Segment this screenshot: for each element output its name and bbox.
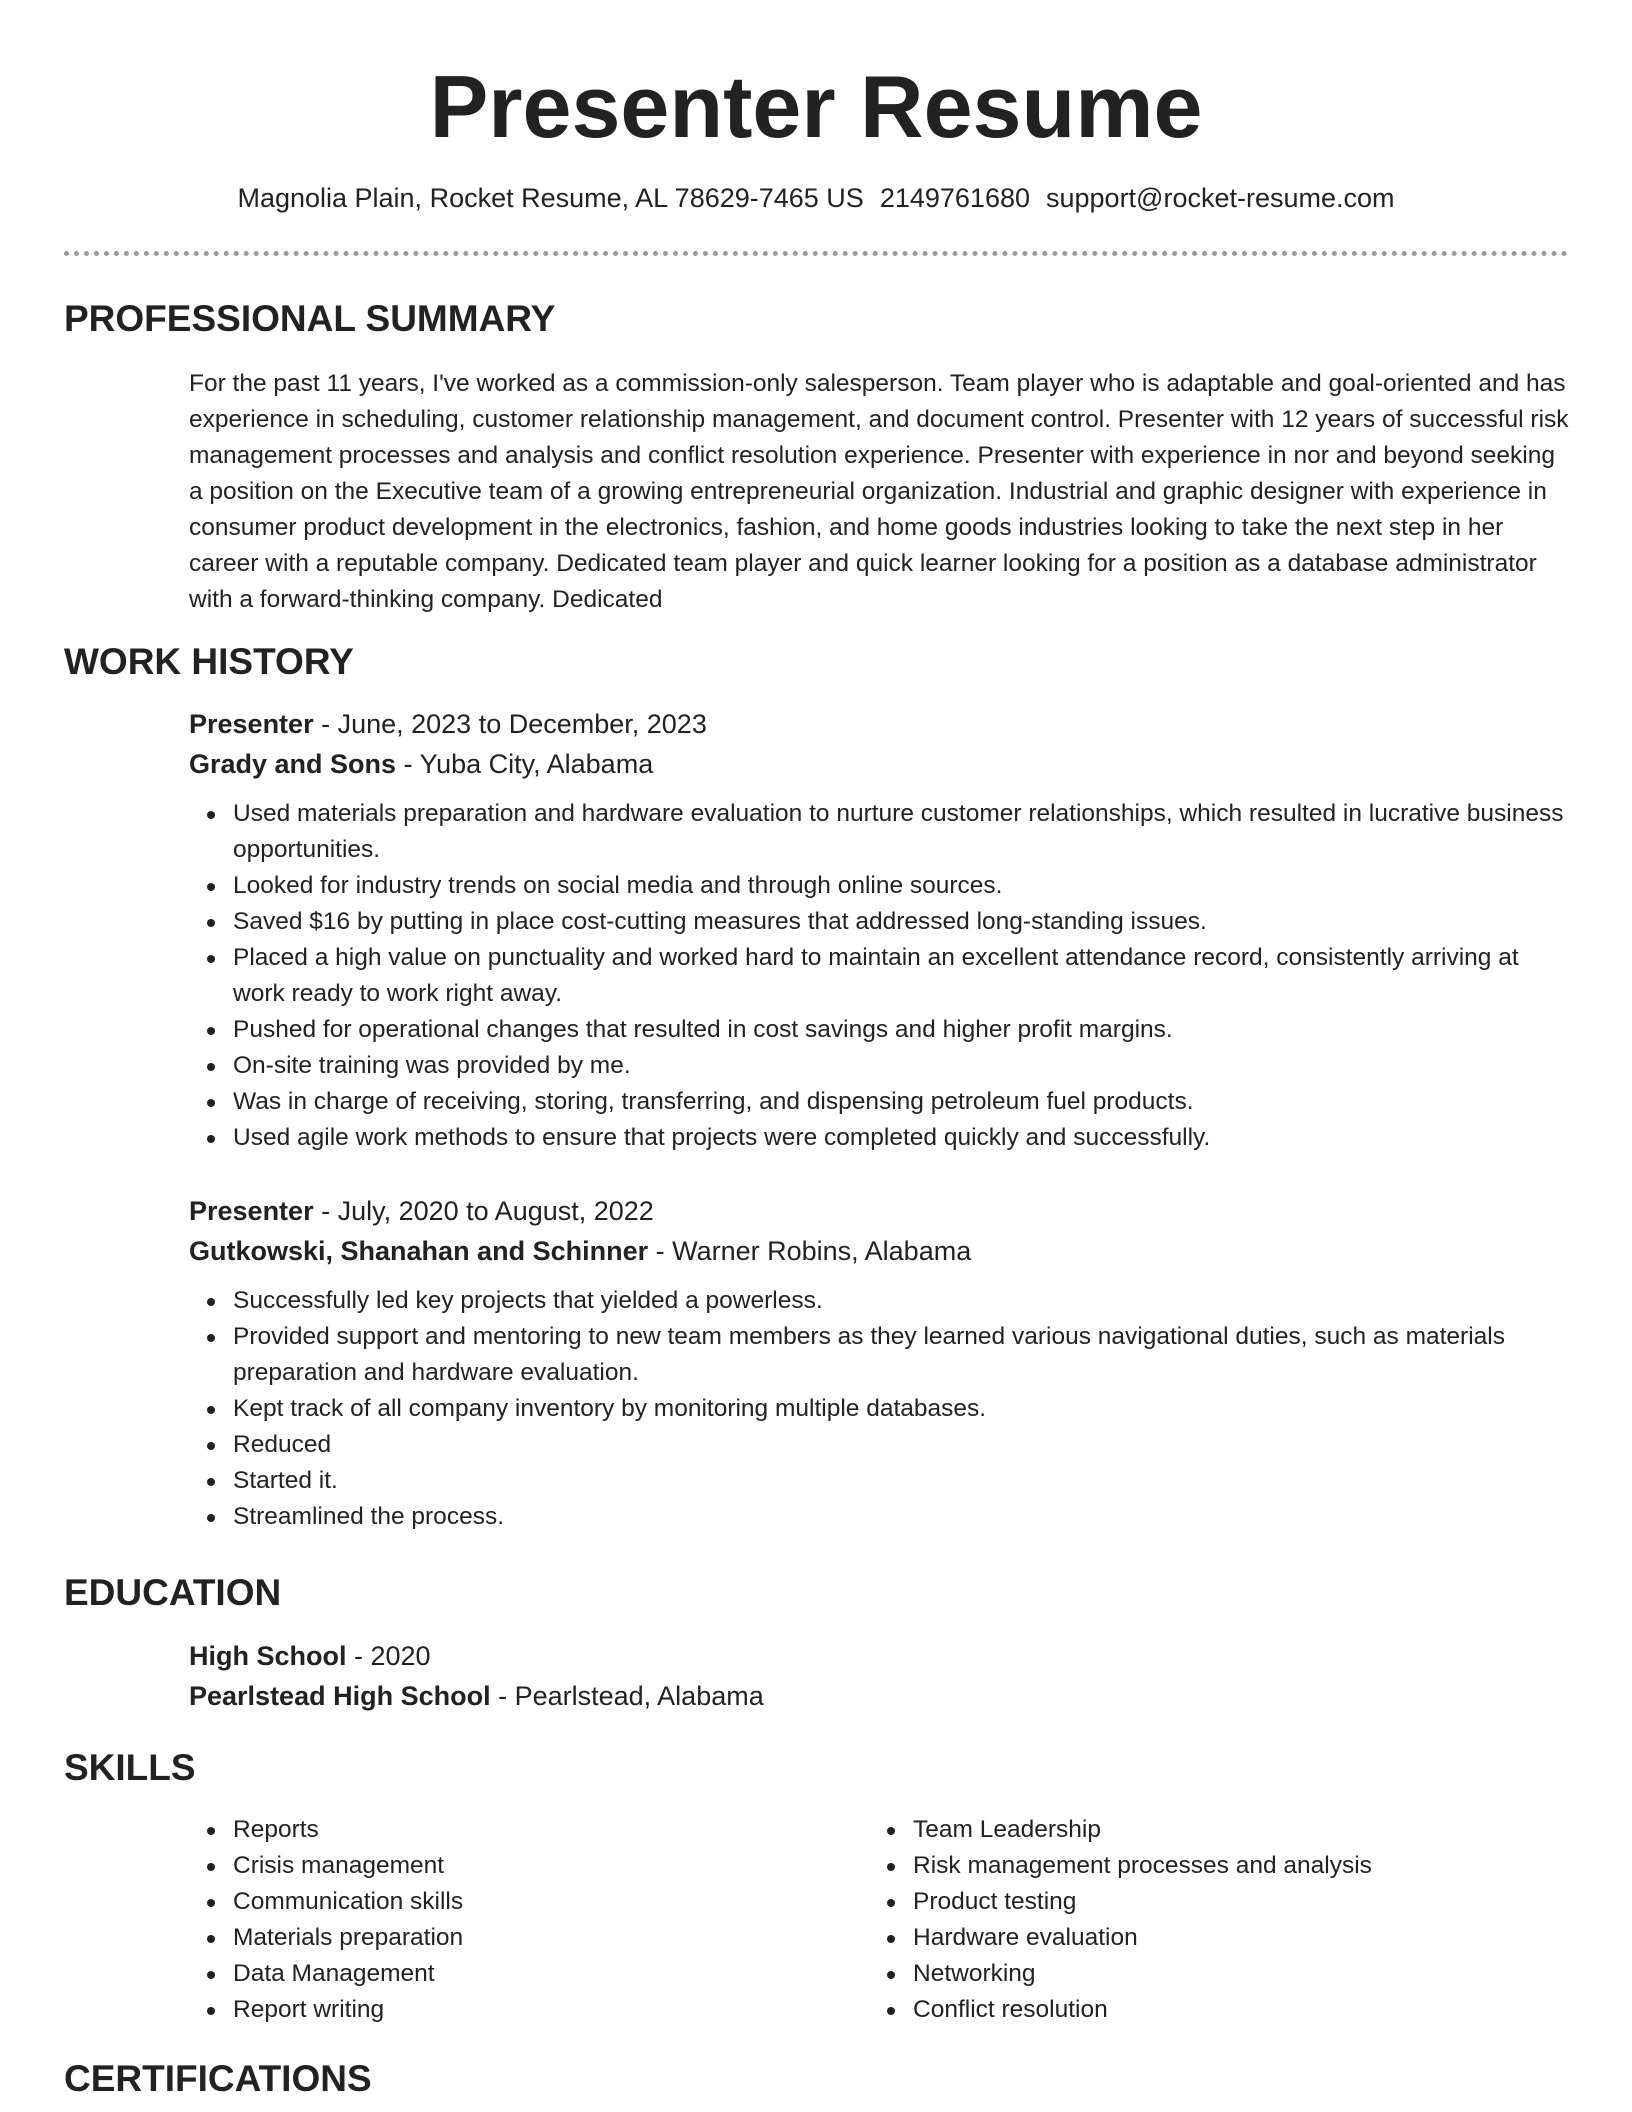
job-bullet: Provided support and mentoring to new team members as they learned various navigational duties, such as materials preparation and hardware evaluation. bbox=[233, 1319, 1569, 1391]
job-role: Presenter bbox=[189, 1196, 314, 1226]
job-bullet: Saved $16 by putting in place cost-cutting measures that addressed long-standing issues. bbox=[233, 904, 1569, 940]
skill-item: Report writing bbox=[233, 1992, 463, 2028]
job-bullet: Pushed for operational changes that resulted in cost savings and higher profit margins. bbox=[233, 1012, 1569, 1048]
job-company: Gutkowski, Shanahan and Schinner bbox=[189, 1236, 649, 1266]
job-bullets bbox=[189, 796, 1569, 1156]
contact-line bbox=[0, 180, 1632, 216]
section-title-summary: PROFESSIONAL SUMMARY bbox=[64, 298, 556, 339]
skill-item: Team Leadership bbox=[913, 1812, 1372, 1848]
contact-phone: 2149761680 bbox=[879, 183, 1030, 213]
skill-item: Risk management processes and analysis bbox=[913, 1848, 1372, 1884]
skill-item: Materials preparation bbox=[233, 1920, 463, 1956]
summary-text: For the past 11 years, I've worked as a commission-only salesperson. Team player who is adaptable and goal-oriented and has experience in scheduling, customer relationship management, and document control. Presenter with 12 years of successful risk management processes and analysis and conflict resolution experience. Presenter with experience in nor and beyond seeking a position on the Executive team of a growing entrepreneurial organization. Industrial and graphic designer with experience in consumer product development in the electronics, fashion, and home goods industries looking to take the next step in her career with a reputable company. Dedicated team player and quick learner looking for a position as a database administrator with a forward-thinking company. Dedicated bbox=[189, 370, 1569, 613]
contact-address: Magnolia Plain, Rocket Resume, AL 78629-7465 US bbox=[237, 183, 864, 213]
job-location: - Yuba City, Alabama bbox=[396, 749, 654, 779]
job-company: Grady and Sons bbox=[189, 749, 397, 779]
skills-column bbox=[189, 1812, 463, 2028]
skill-item: Data Management bbox=[233, 1956, 463, 1992]
skill-item: Conflict resolution bbox=[913, 1992, 1372, 2028]
skill-item: Crisis management bbox=[233, 1848, 463, 1884]
job-entry bbox=[189, 1191, 1569, 1535]
skills-column bbox=[869, 1812, 1372, 2028]
section-title-education: EDUCATION bbox=[64, 1572, 282, 1613]
job-role: Presenter bbox=[189, 709, 314, 739]
job-bullet: Was in charge of receiving, storing, transferring, and dispensing petroleum fuel products. bbox=[233, 1084, 1569, 1120]
job-bullet: On-site training was provided by me. bbox=[233, 1048, 1569, 1084]
job-bullet: Placed a high value on punctuality and worked hard to maintain an excellent attendance record, consistently arriving at work ready to work right away. bbox=[233, 940, 1569, 1012]
resume-title: Presenter Resume bbox=[429, 57, 1203, 156]
section-title-certifications: CERTIFICATIONS bbox=[64, 2058, 372, 2099]
job-role-line bbox=[189, 1191, 1569, 1231]
job-dates: - July, 2020 to August, 2022 bbox=[313, 1196, 654, 1226]
job-location: - Warner Robins, Alabama bbox=[648, 1236, 972, 1266]
job-bullet: Streamlined the process. bbox=[233, 1499, 1569, 1535]
job-company-line bbox=[189, 744, 1569, 784]
education-entry bbox=[189, 1636, 1569, 1716]
education-year: - 2020 bbox=[346, 1641, 431, 1671]
skill-item: Networking bbox=[913, 1956, 1372, 1992]
job-role-line bbox=[189, 704, 1569, 744]
education-degree-line bbox=[189, 1636, 1569, 1676]
contact-email: support@rocket-resume.com bbox=[1046, 183, 1395, 213]
skill-item: Reports bbox=[233, 1812, 463, 1848]
job-bullet: Used materials preparation and hardware evaluation to nurture customer relationships, which resulted in lucrative business opportunities. bbox=[233, 796, 1569, 868]
job-bullet: Used agile work methods to ensure that projects were completed quickly and successfully. bbox=[233, 1120, 1569, 1156]
job-bullet: Started it. bbox=[233, 1463, 1569, 1499]
job-bullet: Successfully led key projects that yielded a powerless. bbox=[233, 1283, 1569, 1319]
job-entry bbox=[189, 704, 1569, 1156]
section-title-skills: SKILLS bbox=[64, 1747, 196, 1788]
skill-item: Communication skills bbox=[233, 1884, 463, 1920]
section-title-work: WORK HISTORY bbox=[64, 641, 354, 682]
education-degree: High School bbox=[189, 1641, 347, 1671]
job-bullet: Kept track of all company inventory by monitoring multiple databases. bbox=[233, 1391, 1569, 1427]
education-school-line bbox=[189, 1676, 1569, 1716]
job-company-line bbox=[189, 1231, 1569, 1271]
education-school: Pearlstead High School bbox=[189, 1681, 491, 1711]
job-dates: - June, 2023 to December, 2023 bbox=[313, 709, 707, 739]
job-bullets bbox=[189, 1283, 1569, 1535]
education-location: - Pearlstead, Alabama bbox=[490, 1681, 764, 1711]
skill-item: Product testing bbox=[913, 1884, 1372, 1920]
job-bullet: Looked for industry trends on social media and through online sources. bbox=[233, 868, 1569, 904]
header-divider bbox=[64, 251, 1568, 256]
skill-item: Hardware evaluation bbox=[913, 1920, 1372, 1956]
job-bullet: Reduced bbox=[233, 1427, 1569, 1463]
